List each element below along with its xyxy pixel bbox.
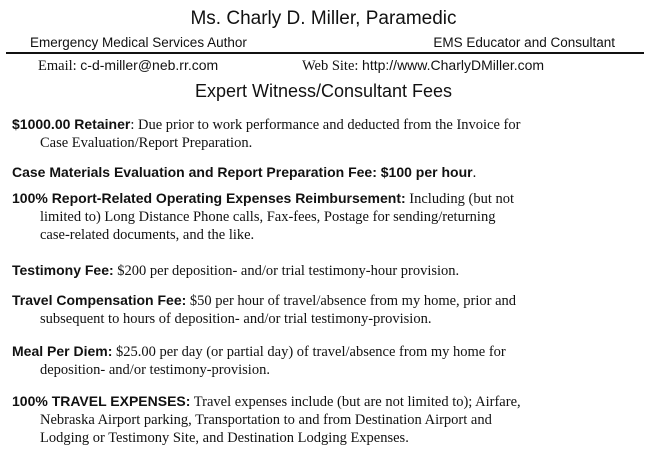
fee-testimony	[12, 261, 637, 280]
fee-case-materials-label: Case Materials Evaluation and Report Preparation Fee: $100 per hour	[12, 164, 473, 180]
fee-report-expenses-text-2: limited to) Long Distance Phone calls, Fax-fees, Postage for sending/returning	[40, 209, 496, 225]
fee-meal-per-diem-label: Meal Per Diem:	[12, 343, 113, 359]
contact-email	[38, 57, 218, 75]
fee-meal-per-diem-text-1: $25.00 per day (or partial day) of travel/absence from my home for	[112, 344, 506, 360]
document-title: Expert Witness/Consultant Fees	[194, 81, 453, 101]
fee-case-materials-tail: .	[472, 165, 477, 181]
email-label: Email:	[38, 58, 77, 74]
fee-travel-expenses-text-1: Travel expenses include (but are not limited to); Airfare,	[190, 394, 521, 410]
fee-testimony-text-1: $200 per deposition- and/or trial testimony-hour provision.	[113, 263, 460, 279]
fee-report-expenses-label: 100% Report-Related Operating Expenses Reimbursement:	[12, 190, 406, 206]
fee-report-expenses	[12, 189, 637, 244]
fee-retainer-text-2: Case Evaluation/Report Preparation.	[40, 135, 253, 151]
fee-travel-compensation-label: Travel Compensation Fee:	[12, 292, 187, 308]
fee-testimony-label: Testimony Fee:	[12, 262, 114, 278]
fee-retainer-label: $1000.00 Retainer	[12, 116, 131, 132]
author-name: Ms. Charly D. Miller, Paramedic	[190, 8, 457, 29]
fee-travel-expenses-text-3: Lodging or Testimony Site, and Destination Lodging Expenses.	[40, 430, 409, 446]
fee-retainer	[12, 115, 637, 152]
website-label: Web Site:	[302, 58, 359, 74]
fee-case-materials	[12, 163, 637, 182]
fee-travel-compensation-text-1: $50 per hour of travel/absence from my home, prior and	[186, 293, 517, 309]
header-divider	[6, 52, 644, 54]
author-role-left: Emergency Medical Services Author	[30, 35, 247, 50]
contact-website	[302, 57, 544, 75]
fee-travel-expenses-label: 100% TRAVEL EXPENSES:	[12, 393, 191, 409]
fee-travel-expenses	[12, 392, 637, 447]
author-role-right: EMS Educator and Consultant	[433, 35, 615, 50]
fee-retainer-text-1: : Due prior to work performance and deducted from the Invoice for	[130, 117, 521, 133]
website-value: http://www.CharlyDMiller.com	[362, 57, 545, 73]
fee-meal-per-diem	[12, 342, 637, 379]
fee-travel-expenses-text-2: Nebraska Airport parking, Transportation to and from Destination Airport and	[40, 412, 492, 428]
fee-report-expenses-text-1: Including (but not	[405, 191, 515, 207]
fee-travel-compensation-text-2: subsequent to hours of deposition- and/or trial testimony-provision.	[40, 311, 432, 327]
fee-travel-compensation	[12, 291, 637, 328]
fee-report-expenses-text-3: case-related documents, and the like.	[40, 227, 255, 243]
email-value: c-d-miller@neb.rr.com	[80, 57, 219, 73]
fee-meal-per-diem-text-2: deposition- and/or testimony-provision.	[40, 362, 270, 378]
